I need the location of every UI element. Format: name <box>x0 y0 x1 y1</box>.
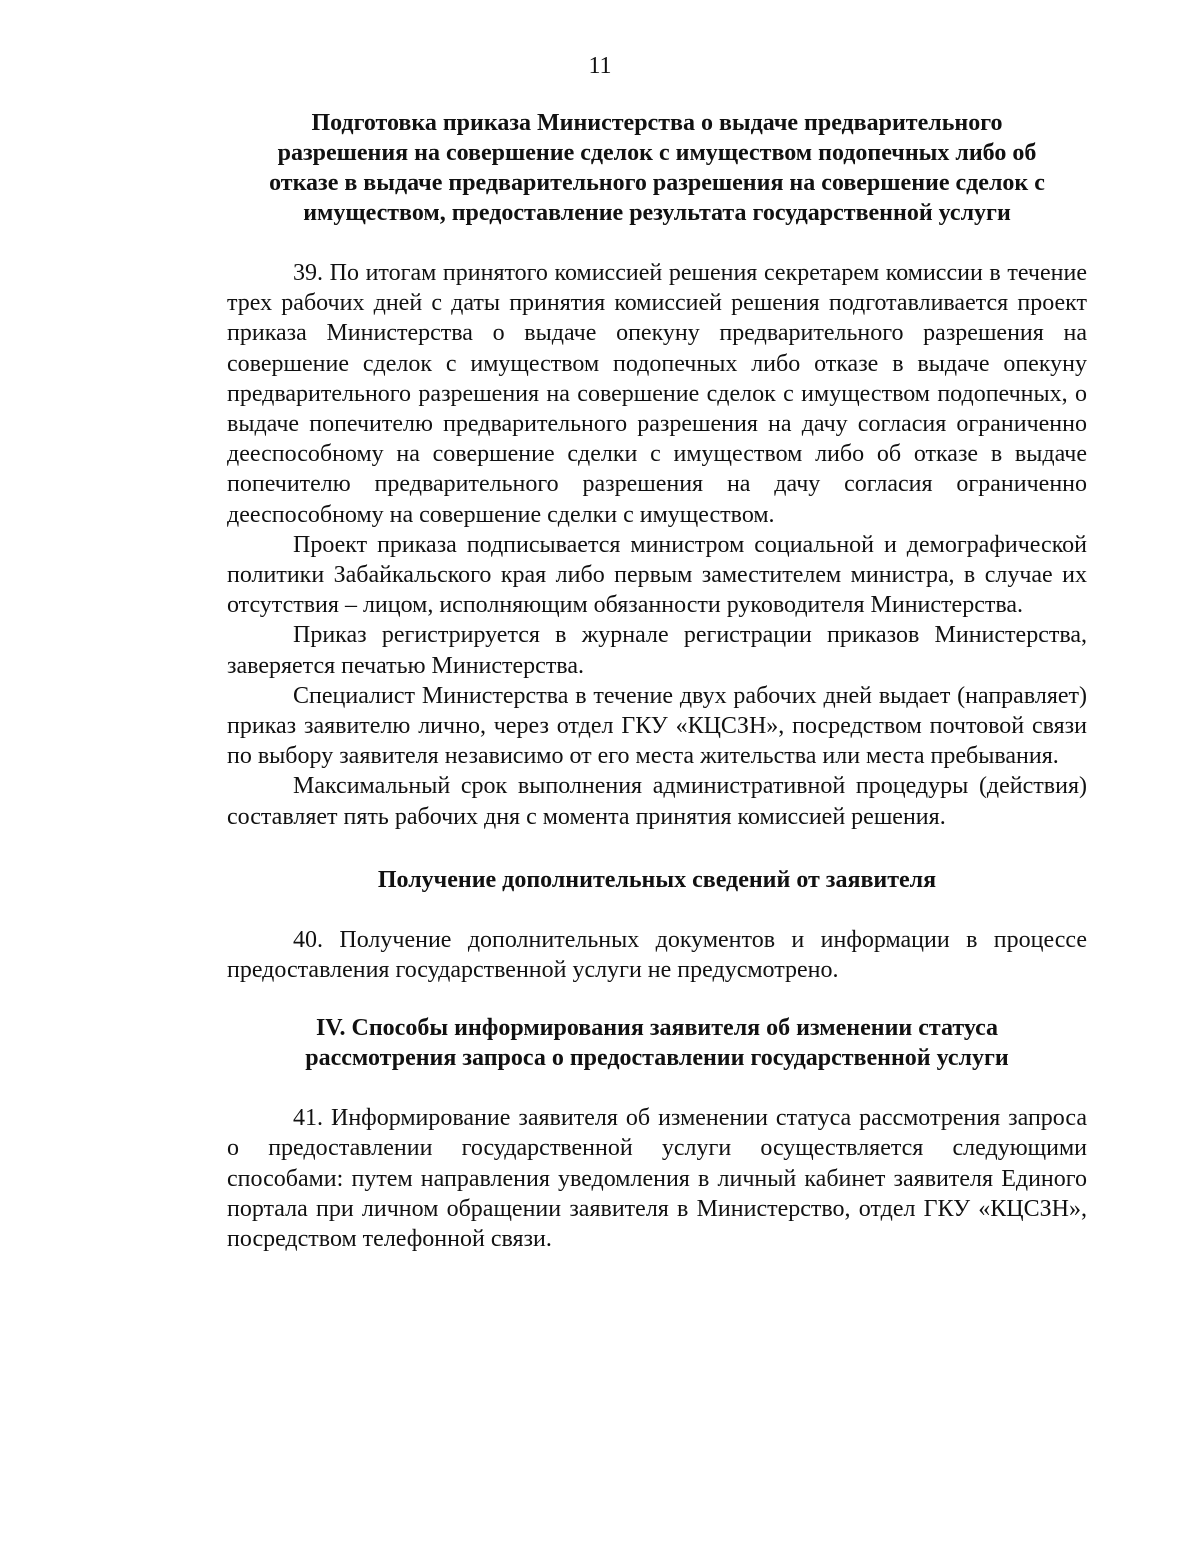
heading-line: имуществом, предоставление результата государственной услуги <box>303 200 1011 226</box>
paragraph-39: 39. По итогам принятого комиссией решения секретарем комиссии в течение трех рабочих дней с даты принятия комиссией решения подготавливается проект приказа Министерства о выдаче опекуну предварительного разрешения на совершение сделок с имуществом подопечных либо отказе в выдаче опекуну предварительного разрешения на совершение сделок с имуществом подопечных, о выдаче попечителю предварительного разрешения на дачу согласия ограниченно дееспособному на совершение сделки с имуществом либо об отказе в выдаче попечителю предварительного разрешения на дачу согласия ограниченно дееспособному на совершение сделки с имуществом. <box>227 260 1087 528</box>
paragraph-order-signing: Проект приказа подписывается министром социальной и демографической политики Забайкальского края либо первым заместителем министра, в случае их отсутствия – лицом, исполняющим обязанности руководителя Министерства. <box>227 531 1087 619</box>
document-body <box>227 108 1087 1254</box>
paragraph-max-term: Максимальный срок выполнения административной процедуры (действия) составляет пять рабочих дня с момента принятия комиссией решения. <box>227 773 1087 830</box>
paragraph-order-registration: Приказ регистрируется в журнале регистрации приказов Министерства, заверяется печатью Министерства. <box>227 622 1087 679</box>
spacer <box>227 1073 1087 1103</box>
section-heading-iv-informing <box>227 1013 1087 1073</box>
heading-line: разрешения на совершение сделок с имуществом подопечных либо об <box>277 140 1037 166</box>
page-number: 11 <box>588 53 612 79</box>
spacer <box>227 895 1087 925</box>
heading-line: Получение дополнительных сведений от заявителя <box>377 866 937 893</box>
paragraph-order-delivery: Специалист Министерства в течение двух рабочих дней выдает (направляет) приказ заявителю лично, через отдел ГКУ «КЦСЗН», посредством почтовой связи по выбору заявителя независимо от его места жительства или места пребывания. <box>227 682 1087 770</box>
heading-line: IV. Способы информирования заявителя об изменении статуса <box>315 1015 999 1042</box>
heading-line: Подготовка приказа Министерства о выдаче предварительного <box>311 110 1003 136</box>
spacer <box>227 228 1087 258</box>
section-heading-preparation-of-order <box>227 108 1087 228</box>
section-heading-additional-info <box>227 865 1087 895</box>
spacer <box>227 985 1087 1013</box>
heading-line: отказе в выдаче предварительного разрешения на совершение сделок с <box>269 170 1045 196</box>
paragraph-40: 40. Получение дополнительных документов и информации в процессе предоставления государственной услуги не предусмотрено. <box>227 926 1087 984</box>
spacer <box>227 832 1087 865</box>
heading-line: рассмотрения запроса о предоставлении государственной услуги <box>305 1045 1009 1072</box>
paragraph-41: 41. Информирование заявителя об изменении статуса рассмотрения запроса о предоставлении государственной услуги осуществляется следующими способами: путем направления уведомления в личный кабинет заявителя Единого портала при личном обращении заявителя в Министерство, отдел ГКУ «КЦСЗН», посредством телефонной связи. <box>227 1105 1087 1253</box>
